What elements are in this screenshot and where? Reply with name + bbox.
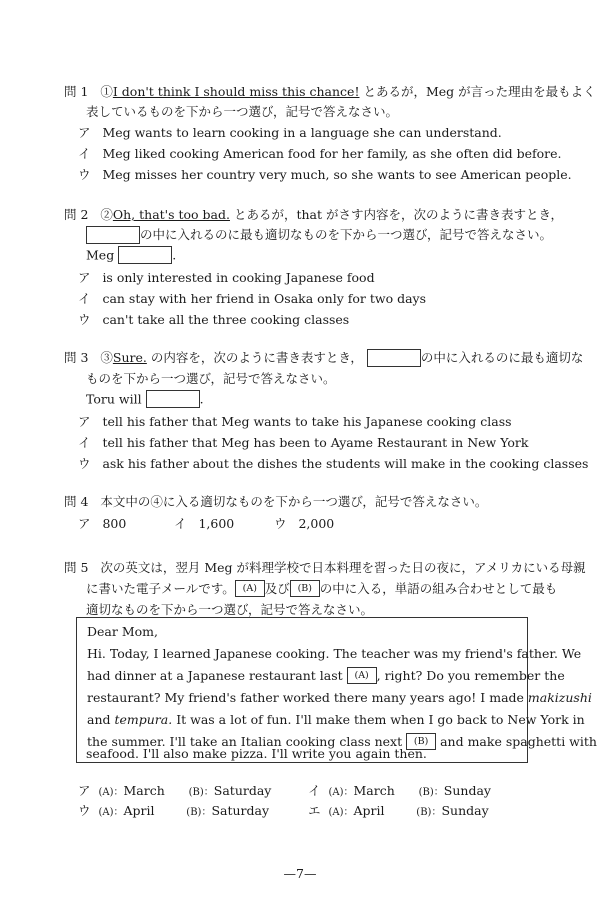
q3-number: 問 3 [64,350,89,365]
q3-sentence-box [146,390,200,408]
letter-line-6: seafood. I'll also make pizza. I'll write you again then. [86,746,427,761]
q1-choice-b: イ Meg liked cooking American food for her family, as she often did before. [78,146,562,161]
q2-stem-line-2: の中に入れるのに最も適切なものを下から一つ選び，記号で答えなさい。 [86,225,552,245]
q1-number: 問 1 [64,84,89,99]
q2-sentence: Meg . [86,247,177,263]
q3-choice-c: ウ ask his father about the dishes the students will make in the cooking classes [78,456,589,471]
q2-lead: ② [100,207,113,222]
q1-choice-a: ア Meg wants to learn cooking in a language she can understand. [78,125,502,140]
q4-number: 問 4 [64,494,89,509]
q3-stem-line-2: ものを下から一つ選び，記号で答えなさい。 [86,371,336,386]
q5-choice-b: イ (A)：March (B)：Sunday [308,783,491,798]
page-number: —7— [283,866,317,881]
q5-stem-line-2: に書いた電子メールです。 (A) 及び (B) の中に入る，単語の組み合わせとして最も [86,581,558,596]
q2-choice-b: イ can stay with her friend in Osaka only for two days [78,291,427,306]
q4-choice-c: ウ 2,000 [274,516,335,531]
letter-line-2: had dinner at a Japanese restaurant last (A) , right? Do you remember the [87,668,565,683]
q5-number: 問 5 [64,560,89,575]
q1-stem-line-2: 表しているものを下から一つ選び，記号で答えなさい。 [86,104,399,119]
q3-answer-box [367,349,421,367]
q5-stem-line-3: 適切なものを下から一つ選び，記号で答えなさい。 [86,602,374,617]
q4-choice-b: イ 1,600 [174,516,235,531]
letter-line-5: the summer. I'll take an Italian cooking class next (B) and make spaghetti with [87,734,597,749]
q3-quote: Sure. [112,350,147,365]
q3-stem-line-1: 問 3 ③Sure. の内容を，次のように書き表すとき， の中に入れるのに最も適切な [64,350,584,365]
q2-stem-1: とあるが，that がさす内容を，次のように書き表すとき， [229,207,563,222]
q5-choice-d: エ (A)：April (B)：Sunday [308,803,489,818]
q1-stem-1: とあるが，Meg が言った理由を最もよく [359,84,596,99]
q2-quote: Oh, that's too bad. [112,207,230,222]
q1-choice-c: ウ Meg misses her country very much, so she wants to see American people. [78,167,572,182]
q3-choice-b: イ tell his father that Meg has been to Ayame Restaurant in New York [78,435,529,450]
q2-stem-line-1 [64,205,563,223]
q5-stem-line-1: 問 5 次の英文は，翌月 Meg が料理学校で日本料理を習った日の夜に，アメリカにいる母親 [64,560,586,575]
q2-answer-box [86,226,140,244]
q1-lead: ① [100,84,113,99]
q5-box-a: (A) [235,580,265,597]
q5-choice-a: ア (A)：March (B)：Saturday [78,783,272,798]
letter-line-3: restaurant? My friend's father worked there many years ago! I made makizushi [87,690,592,705]
q4-choice-a: ア 800 [78,516,127,531]
q3-stem-1: の内容を，次のように書き表すとき， [146,350,363,365]
q1-stem-line-1 [64,82,596,100]
q3-sentence: Toru will . [86,391,204,407]
q4-stem: 問 4 本文中の④に入る適切なものを下から一つ選び，記号で答えなさい。 [64,494,488,509]
q1-quote: I don't think I should miss this chance! [112,84,360,99]
letter-box-b: (B) [406,733,436,750]
q3-lead: ③ [100,350,113,365]
letter-line-1: Hi. Today, I learned Japanese cooking. The teacher was my friend's father. We [87,646,582,661]
q2-sentence-box [118,246,172,264]
q2-choice-a: ア is only interested in cooking Japanese food [78,270,375,285]
letter-box-a: (A) [347,667,377,684]
letter-greeting: Dear Mom, [87,624,158,639]
q3-choice-a: ア tell his father that Meg wants to take his Japanese cooking class [78,414,512,429]
q5-choice-c: ウ (A)：April (B)：Saturday [78,803,270,818]
email-letter-box [76,617,597,763]
letter-line-4: and tempura. It was a lot of fun. I'll make them when I go back to New York in [87,712,585,727]
q2-choice-c: ウ can't take all the three cooking classes [78,312,350,327]
q5-box-b: (B) [290,580,320,597]
q2-number: 問 2 [64,207,89,222]
